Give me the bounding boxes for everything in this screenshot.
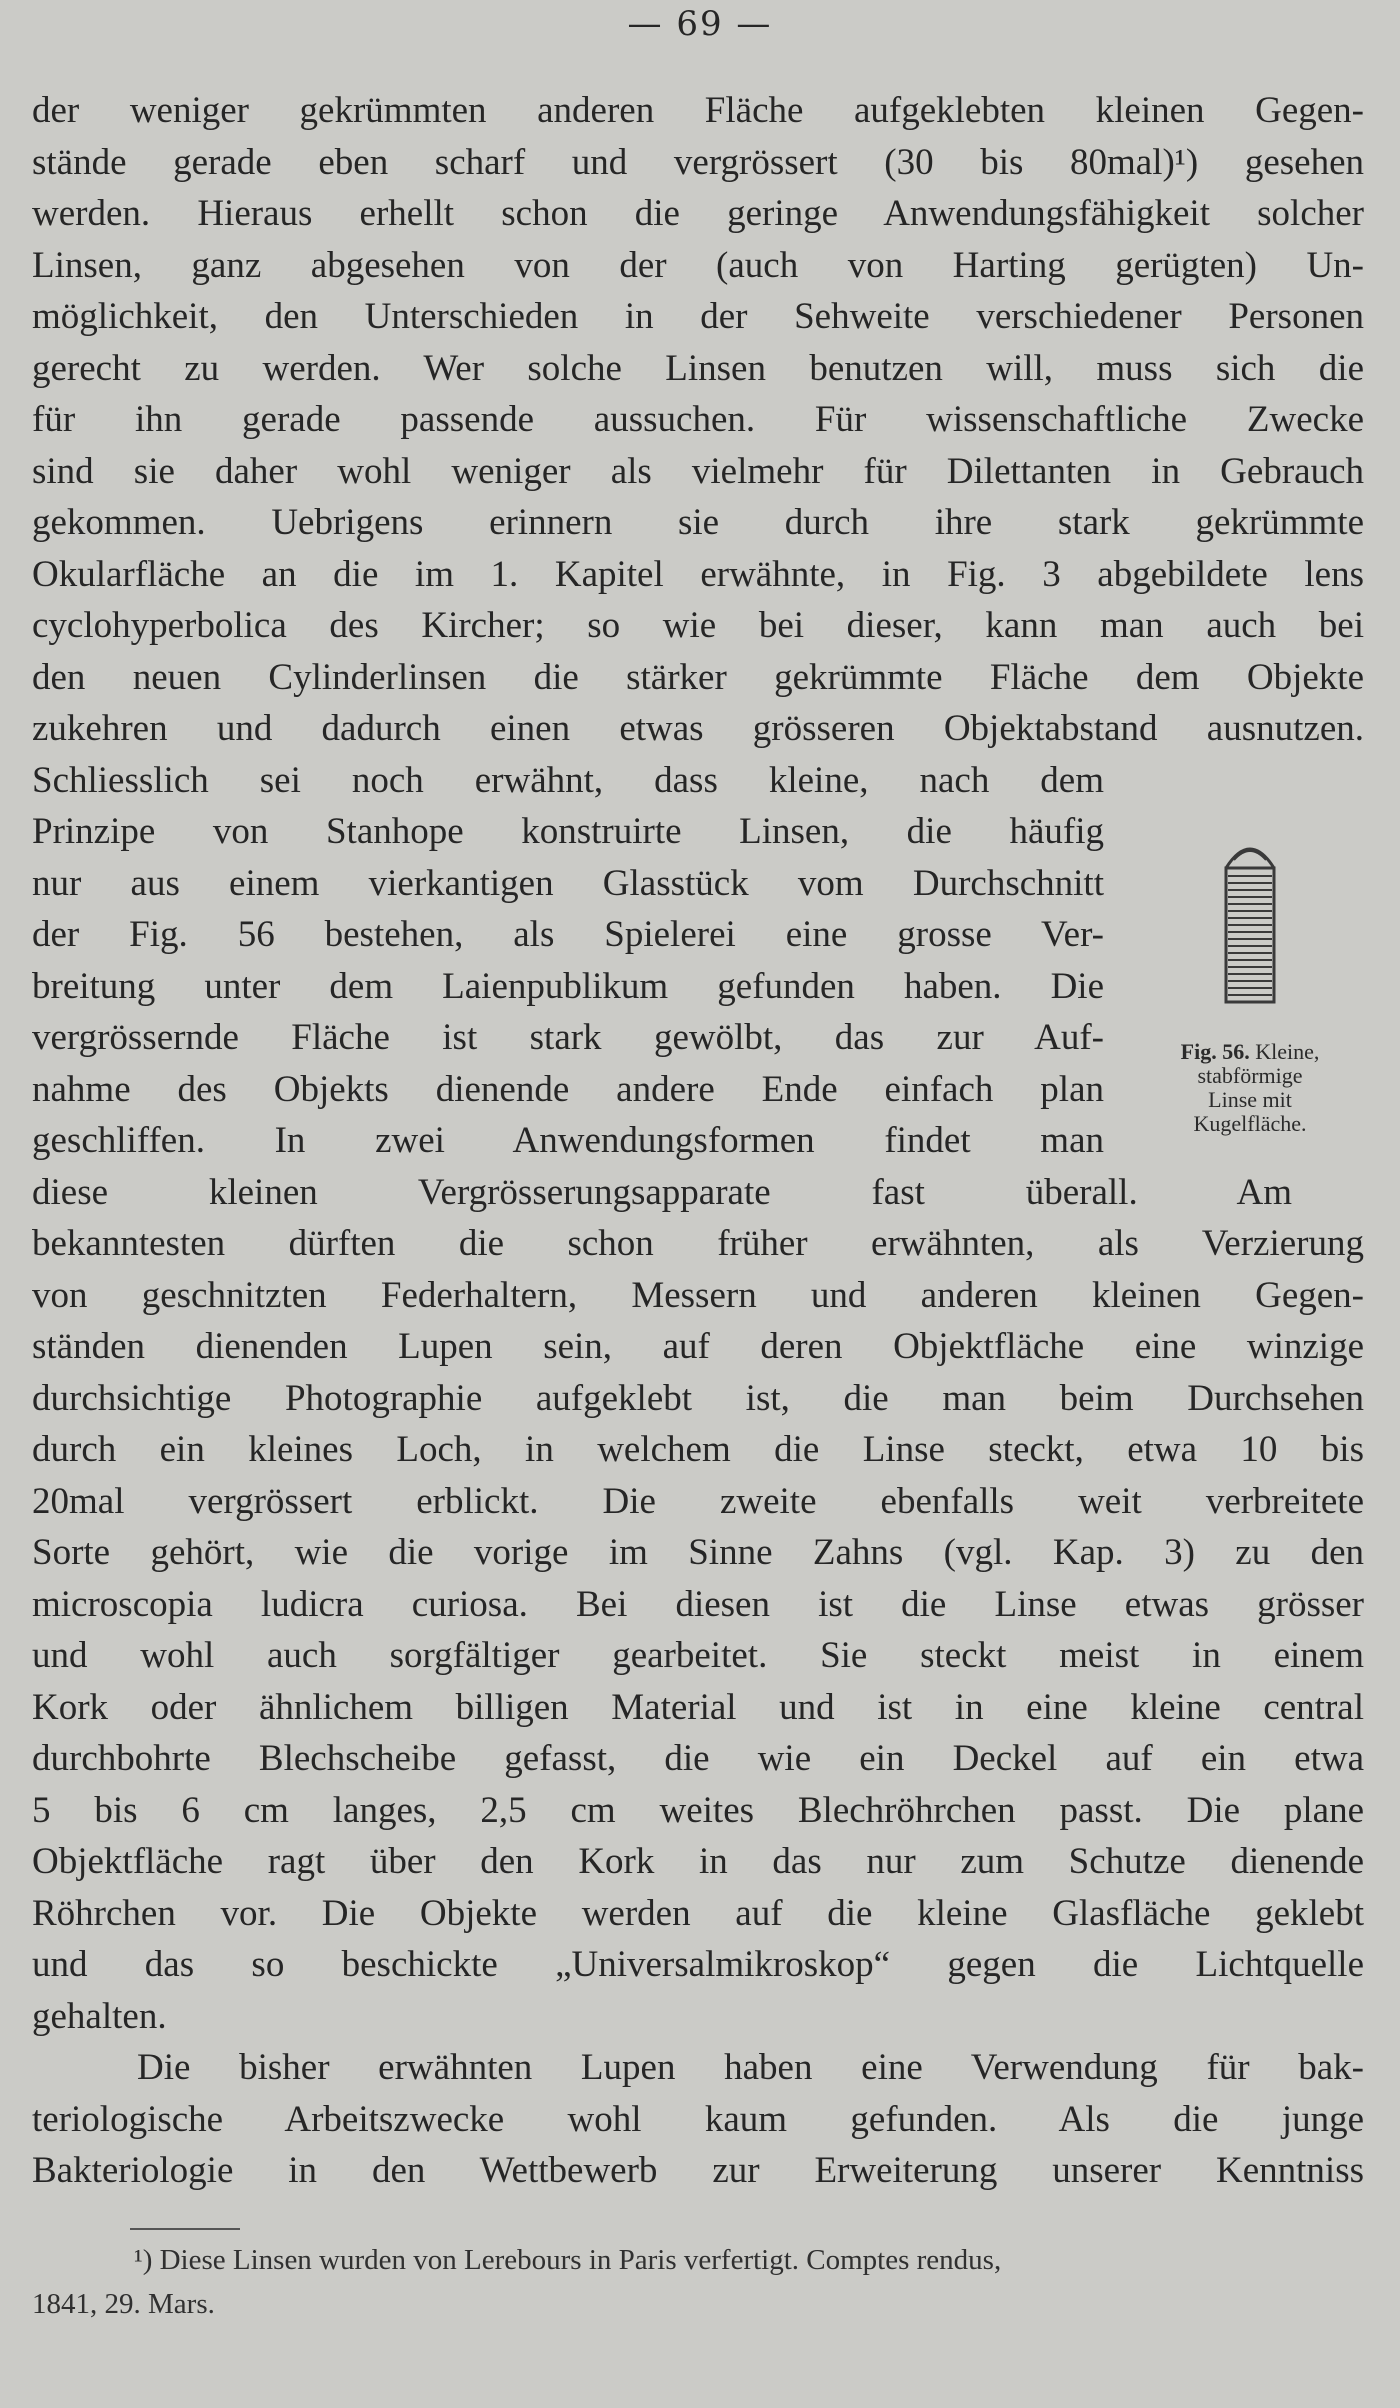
stanhope-lens-illustration [1220, 836, 1280, 1006]
text-line: nur aus einem vierkantigen Glasstück vom Durchschnitt [32, 862, 1104, 904]
text-line: Objektfläche ragt über den Kork in das nur zum Schutze dienende [32, 1841, 1364, 1882]
text-line: durchsichtige Photographie aufgeklebt ist, die man beim Durchsehen [32, 1377, 1364, 1419]
figure-label: Fig. 56. [1180, 1039, 1250, 1064]
footnote [32, 2238, 1364, 2326]
text-line: Röhrchen vor. Die Objekte werden auf die kleine Glasfläche geklebt [32, 1892, 1364, 1934]
text-line: Sorte gehört, wie die vorige im Sinne Zahns (vgl. Kap. 3) zu den [32, 1532, 1364, 1573]
footnote-line: ¹) Diese Linsen wurden von Lerebours in Paris verfertigt. Comptes rendus, [134, 2244, 1002, 2276]
text-line: nahme des Objekts dienende andere Ende einfach plan [32, 1068, 1104, 1110]
text-line: breitung unter dem Laienpublikum gefunden haben. Die [32, 965, 1104, 1007]
text-line: der weniger gekrümmten anderen Fläche aufgeklebten kleinen Gegen- [32, 90, 1364, 131]
text-line: 20mal vergrössert erblickt. Die zweite ebenfalls weit verbreitete [32, 1480, 1364, 1522]
figure-caption [1130, 1040, 1370, 1136]
text-line: diese kleinen Vergrösserungsapparate fast überall. Am [32, 1171, 1292, 1213]
figure-caption-text: Kleine, [1255, 1039, 1320, 1064]
text-line: Prinzipe von Stanhope konstruirte Linsen, die häufig [32, 811, 1104, 852]
text-line: 5 bis 6 cm langes, 2,5 cm weites Blechröhrchen passt. Die plane [32, 1789, 1364, 1831]
text-line: cyclohyperbolica des Kircher; so wie bei dieser, kann man auch bei [32, 605, 1364, 646]
text-line: der Fig. 56 bestehen, als Spielerei eine grosse Ver- [32, 914, 1104, 955]
text-line: gerecht zu werden. Wer solche Linsen benutzen will, muss sich die [32, 347, 1364, 389]
text-line: von geschnitzten Federhaltern, Messern und anderen kleinen Gegen- [32, 1274, 1364, 1316]
text-line: ständen dienenden Lupen sein, auf deren Objektfläche eine winzige [32, 1326, 1364, 1367]
text-line: den neuen Cylinderlinsen die stärker gekrümmte Fläche dem Objekte [32, 656, 1364, 698]
text-line: und das so beschickte „Universalmikroskop“ gegen die Lichtquelle [32, 1944, 1364, 1985]
text-line: zukehren und dadurch einen etwas grösseren Objektabstand ausnutzen. [32, 708, 1364, 749]
text-line: durch ein kleines Loch, in welchem die Linse steckt, etwa 10 bis [32, 1429, 1364, 1470]
figure-caption-line: Linse mit [1208, 1087, 1292, 1112]
text-line: werden. Hieraus erhellt schon die geringe Anwendungsfähigkeit solcher [32, 193, 1364, 234]
text-line: teriologische Arbeitszwecke wohl kaum gefunden. Als die junge [32, 2098, 1364, 2140]
footnote-divider [130, 2228, 240, 2230]
text-line: durchbohrte Blechscheibe gefasst, die wie ein Deckel auf ein etwa [32, 1738, 1364, 1779]
text-line: bekanntesten dürften die schon früher erwähnten, als Verzierung [32, 1223, 1364, 1264]
text-line: stände gerade eben scharf und vergrössert (30 bis 80mal)¹) gesehen [32, 141, 1364, 183]
figure-caption-line: stabförmige [1197, 1063, 1303, 1088]
text-line: möglichkeit, den Unterschieden in der Sehweite verschiedener Personen [32, 296, 1364, 337]
text-line: geschliffen. In zwei Anwendungsformen findet man [32, 1120, 1104, 1161]
text-line: sind sie daher wohl weniger als vielmehr für Dilettanten in Gebrauch [32, 450, 1364, 492]
text-line: Okularfläche an die im 1. Kapitel erwähnte, in Fig. 3 abgebildete lens [32, 553, 1364, 595]
body-paragraph-1 [32, 85, 1364, 2197]
text-line: Bakteriologie in den Wettbewerb zur Erweiterung unserer Kenntniss [32, 2150, 1364, 2191]
text-line: Schliesslich sei noch erwähnt, dass kleine, nach dem [32, 759, 1104, 801]
text-line: Kork oder ähnlichem billigen Material und ist in eine kleine central [32, 1686, 1364, 1728]
page-number: — 69 — [627, 4, 773, 44]
text-line: gehalten. [32, 1995, 167, 2037]
text-line: und wohl auch sorgfältiger gearbeitet. Sie steckt meist in einem [32, 1635, 1364, 1676]
footnote-line: 1841, 29. Mars. [32, 2288, 215, 2320]
text-line: Linsen, ganz abgesehen von der (auch von Harting gerügten) Un- [32, 244, 1364, 286]
text-line: für ihn gerade passende aussuchen. Für wissenschaftliche Zwecke [32, 399, 1364, 440]
text-line: vergrössernde Fläche ist stark gewölbt, das zur Auf- [32, 1017, 1104, 1058]
figure-caption-line: Kugelfläche. [1193, 1111, 1307, 1136]
figure-caption-line [1130, 1040, 1370, 1064]
text-line: gekommen. Uebrigens erinnern sie durch ihre stark gekrümmte [32, 502, 1364, 543]
text-line: microscopia ludicra curiosa. Bei diesen ist die Linse etwas grösser [32, 1583, 1364, 1625]
figure-56 [1130, 836, 1370, 1136]
text-line: Die bisher erwähnten Lupen haben eine Verwendung für bak- [137, 2047, 1364, 2088]
